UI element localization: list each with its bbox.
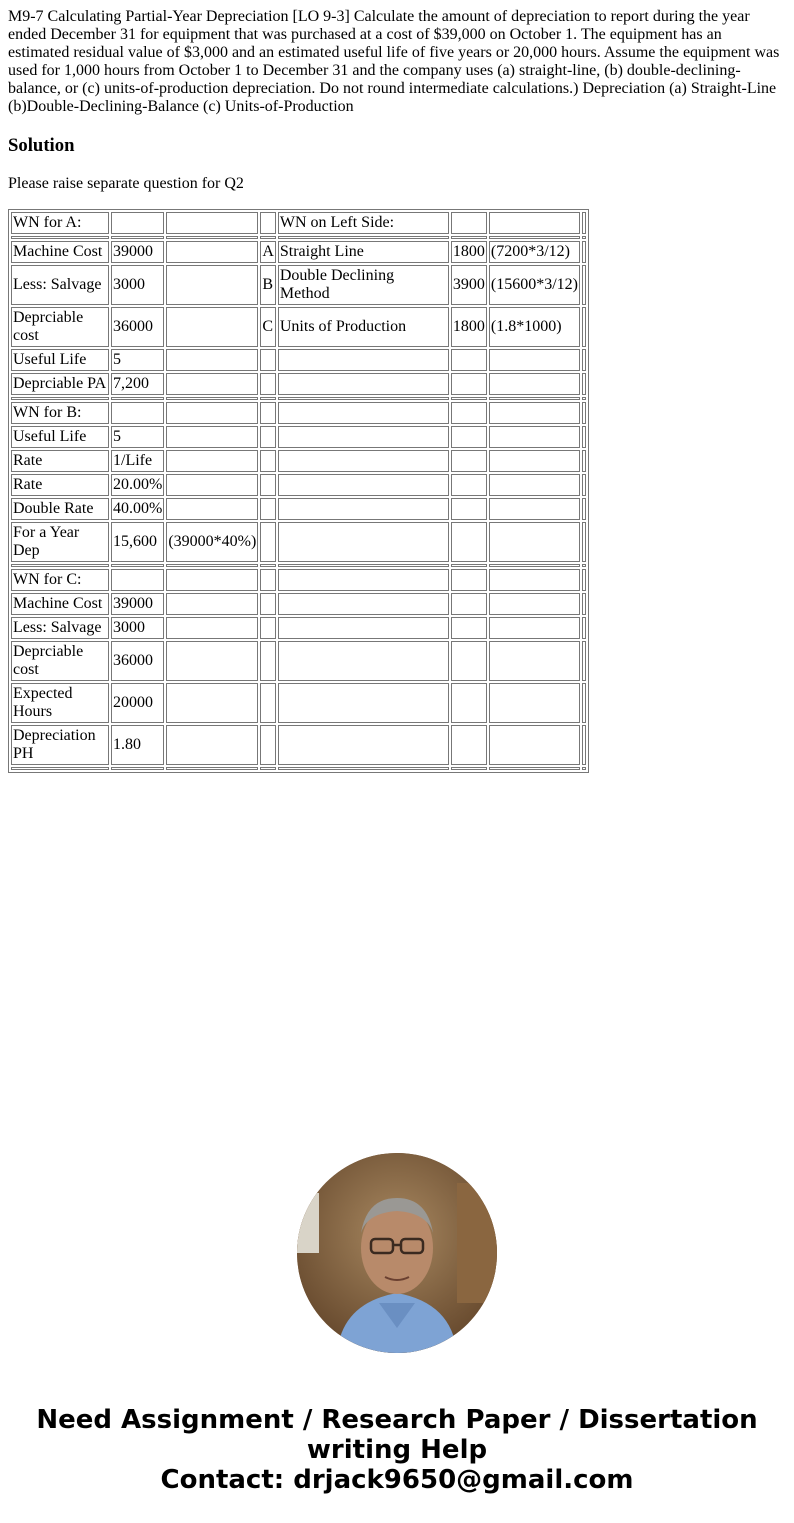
table-cell	[451, 397, 487, 400]
table-cell: Machine Cost	[11, 593, 109, 615]
table-cell	[278, 349, 449, 371]
table-cell	[489, 498, 580, 520]
table-row	[11, 373, 586, 395]
table-cell	[451, 349, 487, 371]
table-cell	[451, 236, 487, 239]
table-cell: For a Year Dep	[11, 522, 109, 562]
table-cell: Deprciable cost	[11, 641, 109, 681]
table-cell	[260, 683, 276, 723]
table-cell: 20.00%	[111, 474, 164, 496]
table-row	[11, 307, 586, 347]
table-cell	[260, 474, 276, 496]
table-cell	[260, 402, 276, 424]
table-cell	[582, 564, 586, 567]
table-cell: (39000*40%)	[166, 522, 258, 562]
table-cell	[260, 373, 276, 395]
table-cell	[451, 683, 487, 723]
table-cell	[582, 349, 586, 371]
question-text: M9-7 Calculating Partial-Year Depreciation [LO 9-3] Calculate the amount of depreciation to report during the year ended December 31 for equipment that was purchased at a cost of $39,000 on October 1. The equipment has an estimated residual value of $3,000 and an estimated useful life of five years or 20,000 hours. Assume the equipment was used for 1,000 hours from October 1 to December 31 and the company uses (a) straight-line, (b) double-declining-balance, or (c) units-of-production depreciation. Do not round intermediate calculations.) Depreciation (a) Straight-Line (b)Double-Declining-Balance (c) Units-of-Production	[8, 8, 780, 115]
table-cell	[166, 236, 258, 239]
table-cell	[582, 725, 586, 765]
table-cell	[489, 236, 580, 239]
table-cell	[451, 450, 487, 472]
author-photo-image	[297, 1153, 497, 1353]
table-cell	[260, 426, 276, 448]
table-cell	[489, 617, 580, 639]
table-cell	[489, 683, 580, 723]
table-cell: 7,200	[111, 373, 164, 395]
table-cell: Less: Salvage	[11, 617, 109, 639]
table-cell	[582, 522, 586, 562]
table-cell	[489, 397, 580, 400]
table-cell	[582, 373, 586, 395]
table-row	[11, 349, 586, 371]
table-cell	[166, 373, 258, 395]
table-cell	[278, 373, 449, 395]
table-cell	[582, 641, 586, 681]
table-cell	[166, 617, 258, 639]
document-body	[8, 8, 786, 762]
solution-note: Please raise separate question for Q2	[8, 175, 244, 192]
promo-footer	[0, 1405, 794, 1495]
table-row	[11, 522, 586, 562]
table-cell	[278, 564, 449, 567]
table-row	[11, 426, 586, 448]
table-cell	[111, 397, 164, 400]
table-cell	[278, 236, 449, 239]
table-cell	[582, 397, 586, 400]
table-cell	[451, 498, 487, 520]
table-cell	[451, 373, 487, 395]
table-cell	[166, 307, 258, 347]
table-cell	[489, 212, 580, 234]
table-spacer-row	[11, 564, 586, 567]
table-cell: 5	[111, 426, 164, 448]
table-cell	[489, 725, 580, 765]
table-cell	[582, 307, 586, 347]
table-cell	[111, 236, 164, 239]
table-cell	[166, 450, 258, 472]
table-cell	[582, 617, 586, 639]
table-cell	[166, 474, 258, 496]
table-cell	[451, 641, 487, 681]
table-cell	[111, 212, 164, 234]
table-cell: 39000	[111, 241, 164, 263]
table-cell	[111, 402, 164, 424]
table-cell	[582, 498, 586, 520]
table-cell	[278, 767, 449, 770]
table-cell: Expected Hours	[11, 683, 109, 723]
table-cell: Less: Salvage	[11, 265, 109, 305]
table-cell	[582, 683, 586, 723]
table-cell	[489, 569, 580, 591]
table-cell: 36000	[111, 307, 164, 347]
table-row	[11, 641, 586, 681]
table-cell	[582, 767, 586, 770]
table-cell	[278, 641, 449, 681]
table-cell	[260, 397, 276, 400]
table-cell: 1800	[451, 241, 487, 263]
table-cell	[166, 725, 258, 765]
table-cell	[166, 767, 258, 770]
table-cell: 39000	[111, 593, 164, 615]
table-cell	[451, 569, 487, 591]
table-cell	[166, 641, 258, 681]
table-cell	[111, 767, 164, 770]
table-cell	[582, 265, 586, 305]
table-cell	[451, 767, 487, 770]
promo-line-1: Need Assignment / Research Paper / Dissertation	[36, 1405, 758, 1435]
promo-contact-line: Contact: drjack9650@gmail.com	[160, 1465, 634, 1495]
table-cell: (7200*3/12)	[489, 241, 580, 263]
table-cell	[489, 593, 580, 615]
table-cell	[166, 265, 258, 305]
table-cell: WN on Left Side:	[278, 212, 449, 234]
table-cell: Depreciation PH	[11, 725, 109, 765]
table-cell	[166, 683, 258, 723]
table-cell: Straight Line	[278, 241, 449, 263]
table-cell	[489, 402, 580, 424]
table-cell: WN for C:	[11, 569, 109, 591]
table-row	[11, 474, 586, 496]
table-cell	[278, 617, 449, 639]
table-cell: 1.80	[111, 725, 164, 765]
table-cell	[166, 397, 258, 400]
table-cell	[278, 725, 449, 765]
table-cell	[166, 426, 258, 448]
table-cell: 3900	[451, 265, 487, 305]
table-row	[11, 617, 586, 639]
table-cell: B	[260, 265, 276, 305]
table-spacer-row	[11, 767, 586, 770]
table-row	[11, 450, 586, 472]
table-cell: Rate	[11, 474, 109, 496]
table-cell	[582, 593, 586, 615]
table-cell	[451, 402, 487, 424]
table-cell	[260, 212, 276, 234]
table-cell	[11, 236, 109, 239]
table-cell: 3000	[111, 617, 164, 639]
solution-heading: Solution	[8, 135, 75, 156]
table-cell	[166, 593, 258, 615]
table-cell	[166, 498, 258, 520]
table-cell	[582, 474, 586, 496]
table-cell	[260, 617, 276, 639]
table-cell	[111, 564, 164, 567]
table-cell	[260, 564, 276, 567]
table-cell: C	[260, 307, 276, 347]
table-cell	[260, 349, 276, 371]
table-cell	[260, 641, 276, 681]
table-cell	[260, 593, 276, 615]
table-cell: (1.8*1000)	[489, 307, 580, 347]
table-row	[11, 593, 586, 615]
table-cell: 20000	[111, 683, 164, 723]
table-cell	[260, 767, 276, 770]
table-cell: 5	[111, 349, 164, 371]
table-cell	[582, 402, 586, 424]
table-cell	[260, 569, 276, 591]
table-cell	[166, 564, 258, 567]
table-cell: 40.00%	[111, 498, 164, 520]
table-cell	[166, 212, 258, 234]
table-cell	[278, 402, 449, 424]
table-cell: Deprciable PA	[11, 373, 109, 395]
table-cell	[278, 522, 449, 562]
table-row	[11, 569, 586, 591]
table-cell	[11, 564, 109, 567]
table-cell	[11, 767, 109, 770]
table-cell: Units of Production	[278, 307, 449, 347]
table-cell	[451, 522, 487, 562]
table-cell	[451, 593, 487, 615]
table-cell	[582, 236, 586, 239]
table-cell	[489, 767, 580, 770]
table-cell	[451, 617, 487, 639]
table-cell	[166, 241, 258, 263]
table-row	[11, 725, 586, 765]
table-cell	[260, 236, 276, 239]
table-cell: Deprciable cost	[11, 307, 109, 347]
table-cell	[260, 522, 276, 562]
table-cell: Double Rate	[11, 498, 109, 520]
table-cell	[278, 498, 449, 520]
table-cell: 1800	[451, 307, 487, 347]
table-cell	[489, 426, 580, 448]
table-cell	[489, 349, 580, 371]
table-cell	[489, 522, 580, 562]
table-cell	[582, 450, 586, 472]
table-cell	[582, 212, 586, 234]
table-cell	[582, 426, 586, 448]
table-row	[11, 402, 586, 424]
table-cell: 36000	[111, 641, 164, 681]
table-cell: Double Declining Method	[278, 265, 449, 305]
table-cell	[260, 498, 276, 520]
table-cell	[166, 349, 258, 371]
table-spacer-row	[11, 397, 586, 400]
table-cell: Useful Life	[11, 426, 109, 448]
table-row	[11, 241, 586, 263]
table-cell	[489, 450, 580, 472]
table-cell	[260, 725, 276, 765]
table-cell: 3000	[111, 265, 164, 305]
table-cell	[260, 450, 276, 472]
table-cell	[489, 564, 580, 567]
table-cell	[278, 593, 449, 615]
table-cell	[278, 474, 449, 496]
table-cell	[451, 474, 487, 496]
table-cell	[582, 241, 586, 263]
table-cell: 1/Life	[111, 450, 164, 472]
table-cell	[278, 683, 449, 723]
promo-line-2: writing Help	[306, 1435, 488, 1465]
table-cell	[166, 402, 258, 424]
table-row	[11, 212, 586, 234]
table-cell: 15,600	[111, 522, 164, 562]
table-cell	[489, 641, 580, 681]
table-cell: WN for A:	[11, 212, 109, 234]
table-cell: Rate	[11, 450, 109, 472]
working-notes-table	[8, 209, 589, 773]
table-cell	[451, 212, 487, 234]
table-cell: Useful Life	[11, 349, 109, 371]
table-cell	[489, 373, 580, 395]
author-photo	[297, 1153, 497, 1353]
table-cell	[166, 569, 258, 591]
table-cell	[278, 426, 449, 448]
table-cell	[278, 450, 449, 472]
table-cell	[278, 569, 449, 591]
table-cell	[489, 474, 580, 496]
table-cell: (15600*3/12)	[489, 265, 580, 305]
table-cell	[582, 569, 586, 591]
table-cell	[451, 564, 487, 567]
table-cell: WN for B:	[11, 402, 109, 424]
table-cell	[451, 426, 487, 448]
table-cell: A	[260, 241, 276, 263]
table-row	[11, 498, 586, 520]
table-cell	[451, 725, 487, 765]
table-cell	[278, 397, 449, 400]
table-cell	[11, 397, 109, 400]
table-spacer-row	[11, 236, 586, 239]
table-row	[11, 683, 586, 723]
table-row	[11, 265, 586, 305]
table-cell	[111, 569, 164, 591]
table-cell: Machine Cost	[11, 241, 109, 263]
